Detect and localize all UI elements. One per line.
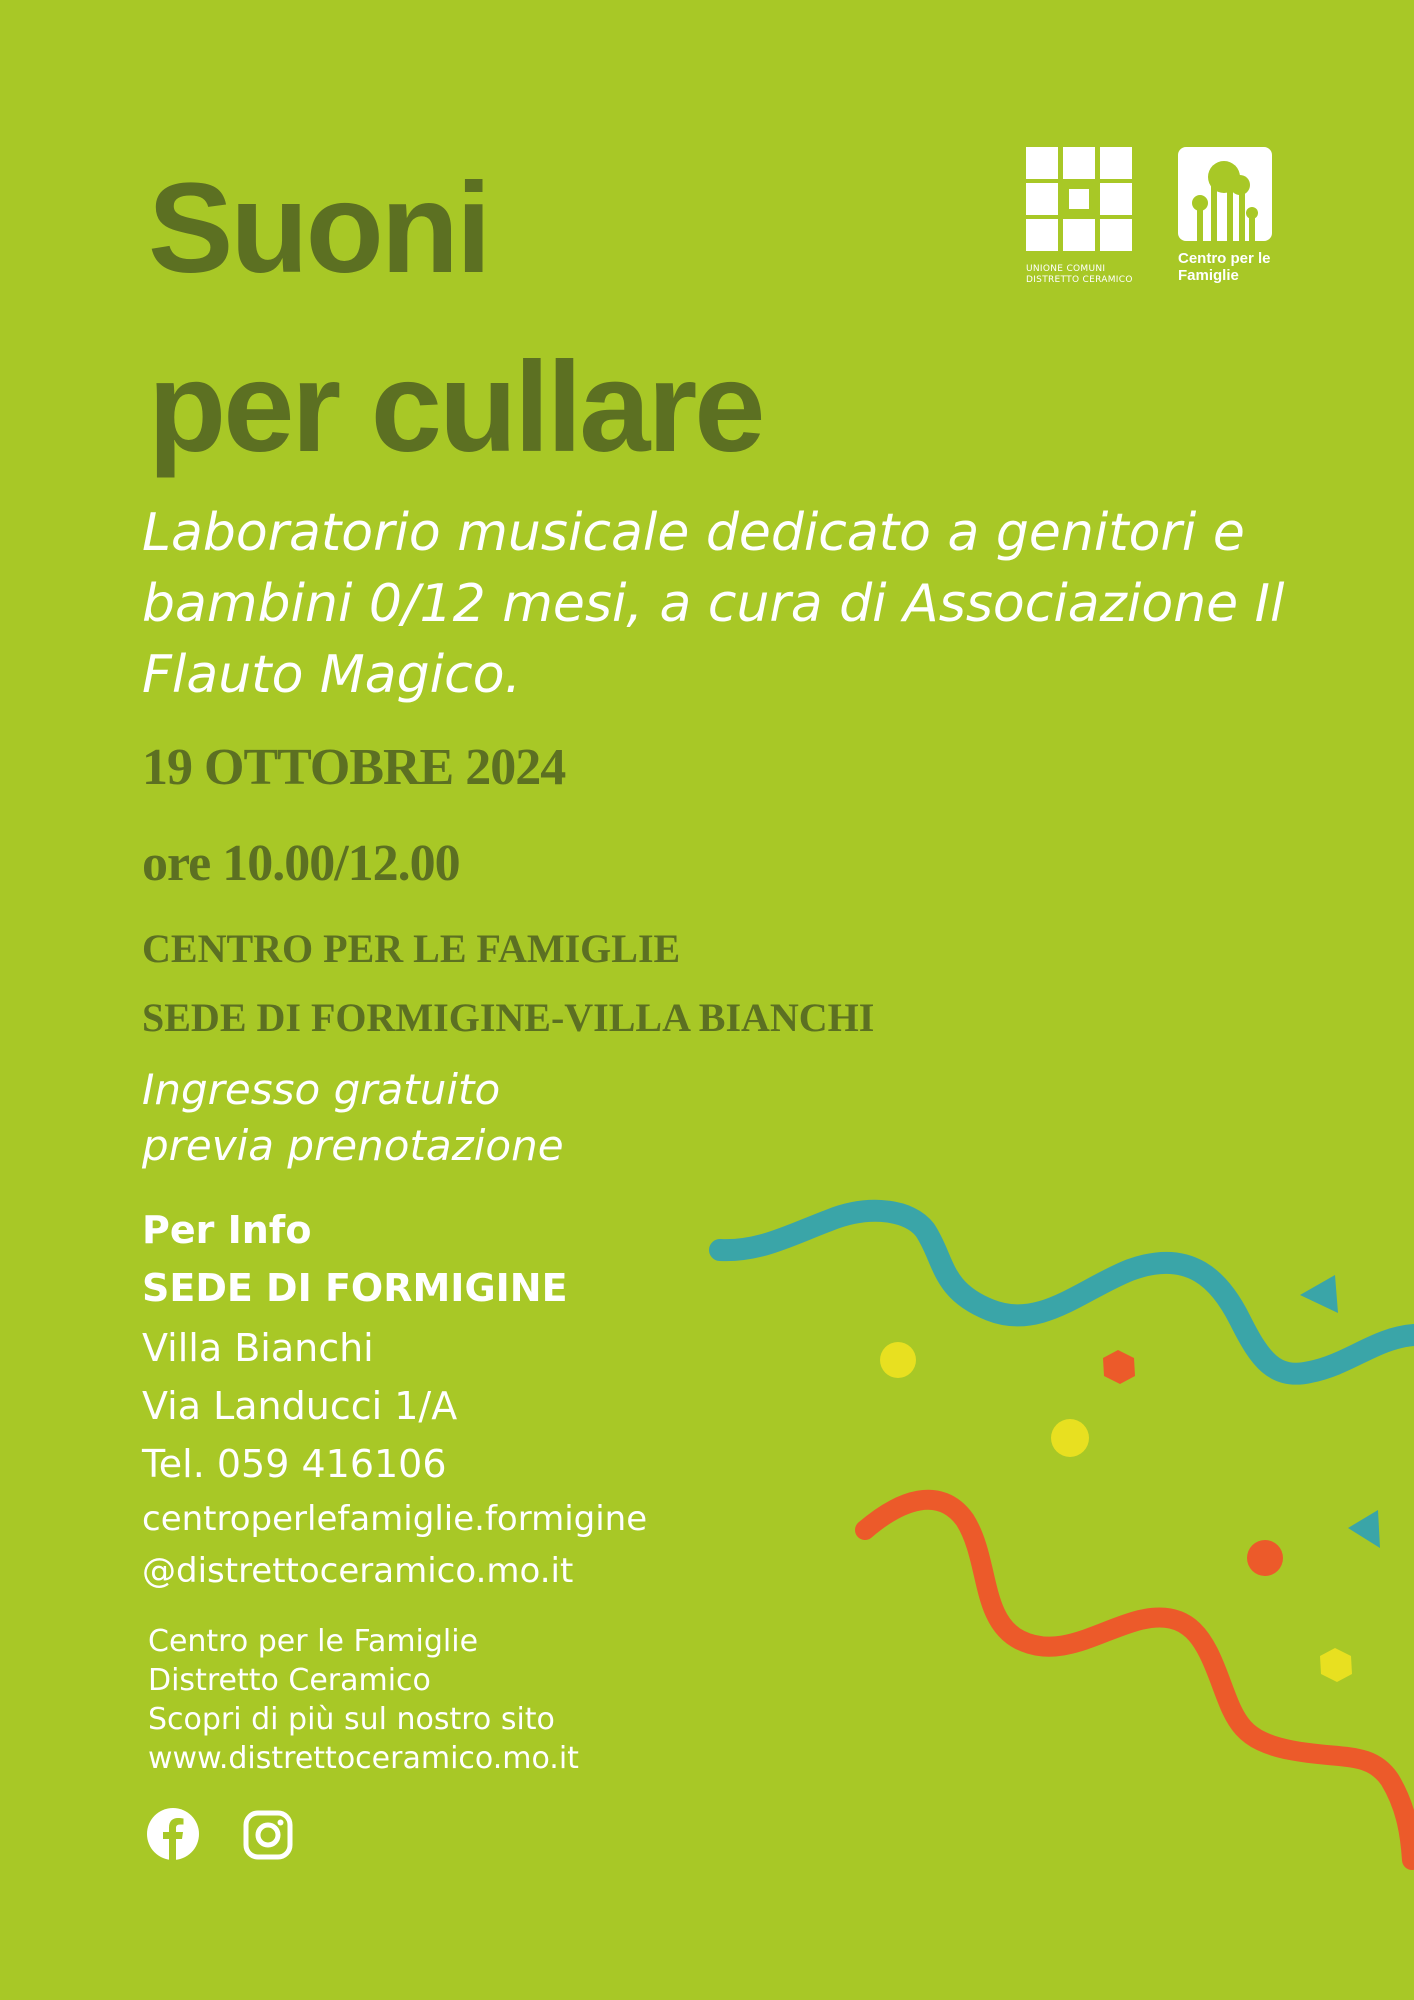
unione-comuni-grid-icon — [1026, 147, 1132, 251]
yellow-dot — [880, 1342, 916, 1378]
footer-website[interactable]: www.distrettoceramico.mo.it — [148, 1741, 579, 1776]
orange-hexagon — [1103, 1350, 1135, 1384]
instagram-icon[interactable] — [243, 1810, 293, 1860]
entry-note — [142, 1062, 564, 1174]
footer-text — [148, 1622, 579, 1778]
social-links — [147, 1808, 297, 1864]
teal-triangle — [1300, 1275, 1338, 1313]
info-place: SEDE DI FORMIGINE — [142, 1266, 568, 1310]
logo-unione-line2: DISTRETTO CERAMICO — [1026, 275, 1133, 285]
info-phone[interactable]: Tel. 059 416106 — [142, 1442, 447, 1486]
logo-centro-line2: Famiglie — [1178, 267, 1239, 284]
page-title-line2: per cullare — [148, 336, 763, 479]
info-email-line1[interactable]: centroperlefamiglie.formigine — [142, 1499, 648, 1539]
facebook-icon[interactable] — [147, 1808, 199, 1860]
footer-line3: Scopri di più sul nostro sito — [148, 1702, 555, 1737]
event-date: 19 OTTOBRE 2024 — [142, 739, 566, 796]
logo-centro-line1: Centro per le — [1178, 250, 1271, 267]
footer-line1: Centro per le Famiglie — [148, 1624, 479, 1659]
decorative-squiggles — [700, 1180, 1414, 1880]
orange-dot — [1247, 1540, 1283, 1576]
entry-line1: Ingresso gratuito — [142, 1065, 501, 1114]
yellow-hexagon — [1320, 1648, 1352, 1682]
logo-unione-line1: UNIONE COMUNI — [1026, 264, 1106, 274]
event-time: ore 10.00/12.00 — [142, 835, 460, 892]
info-heading: Per Info — [142, 1208, 312, 1252]
footer-line2: Distretto Ceramico — [148, 1663, 431, 1698]
venue-location: SEDE DI FORMIGINE-VILLA BIANCHI — [142, 995, 875, 1040]
info-email-line2[interactable]: @distrettoceramico.mo.it — [142, 1551, 574, 1591]
orange-wave — [865, 1500, 1412, 1860]
logo-unione-comuni — [1026, 147, 1146, 286]
info-address: Via Landucci 1/A — [142, 1384, 458, 1428]
yellow-dot-2 — [1051, 1419, 1089, 1457]
info-building: Villa Bianchi — [142, 1326, 374, 1370]
page-title-line1: Suoni — [148, 157, 489, 300]
venue-name: CENTRO PER LE FAMIGLIE — [142, 926, 681, 971]
centro-famiglie-trees-icon — [1178, 147, 1272, 241]
event-description: Laboratorio musicale dedicato a genitori e bambini 0/12 mesi, a cura di Associazione Il Flauto Magico. — [142, 503, 1285, 705]
teal-triangle-2 — [1348, 1510, 1380, 1548]
logo-centro-famiglie — [1178, 147, 1278, 284]
entry-line2: previa prenotazione — [142, 1121, 564, 1170]
